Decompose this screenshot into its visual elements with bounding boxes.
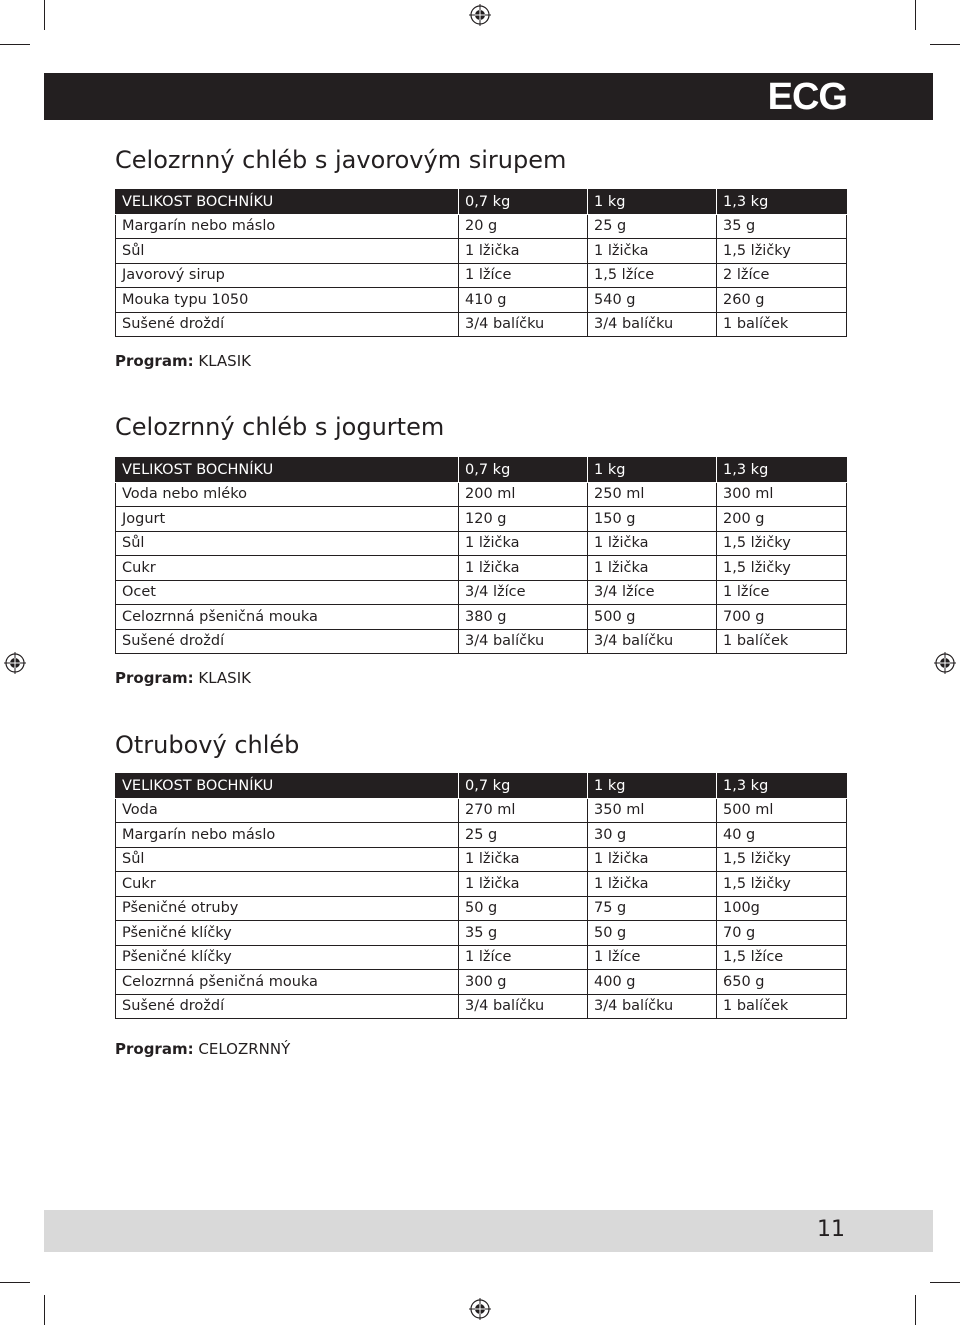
ingredient-cell: Sůl [116, 239, 459, 264]
table-row [116, 629, 847, 654]
amount-cell: 75 g [588, 896, 717, 921]
amount-cell: 1 lžička [459, 531, 588, 556]
amount-cell: 40 g [717, 823, 847, 848]
amount-cell: 1,5 lžičky [717, 556, 847, 581]
amount-cell: 400 g [588, 970, 717, 995]
ingredient-cell: Celozrnná pšeničná mouka [116, 970, 459, 995]
amount-cell: 120 g [459, 507, 588, 532]
amount-cell: 380 g [459, 605, 588, 630]
amount-cell: 1 balíček [717, 629, 847, 654]
header-bar [44, 73, 933, 120]
header-cell: 1 kg [588, 190, 717, 215]
amount-cell: 250 ml [588, 482, 717, 507]
amount-cell: 35 g [717, 214, 847, 239]
ingredient-cell: Sůl [116, 531, 459, 556]
amount-cell: 1 balíček [717, 994, 847, 1019]
crop-mark [44, 1295, 45, 1325]
registration-mark-icon [469, 1298, 491, 1320]
amount-cell: 3/4 balíčku [588, 629, 717, 654]
ingredient-cell: Cukr [116, 872, 459, 897]
section-title: Otrubový chléb [115, 731, 300, 759]
ingredient-cell: Ocet [116, 580, 459, 605]
table-row [116, 507, 847, 532]
table-row [116, 605, 847, 630]
amount-cell: 1 lžička [459, 847, 588, 872]
amount-cell: 3/4 lžíce [459, 580, 588, 605]
amount-cell: 200 g [717, 507, 847, 532]
table-header-row [116, 458, 847, 483]
ingredient-cell: Margarín nebo máslo [116, 823, 459, 848]
header-cell: 1,3 kg [717, 190, 847, 215]
program-line [115, 669, 251, 687]
ingredient-cell: Celozrnná pšeničná mouka [116, 605, 459, 630]
ingredient-cell: Pšeničné otruby [116, 896, 459, 921]
ingredient-cell: Voda nebo mléko [116, 482, 459, 507]
header-cell: 0,7 kg [459, 774, 588, 799]
program-line [115, 352, 251, 370]
header-cell: VELIKOST BOCHNÍKU [116, 190, 459, 215]
amount-cell: 1 lžíce [588, 945, 717, 970]
amount-cell: 2 lžíce [717, 263, 847, 288]
amount-cell: 1 lžička [588, 847, 717, 872]
amount-cell: 70 g [717, 921, 847, 946]
amount-cell: 1 lžička [588, 531, 717, 556]
amount-cell: 50 g [459, 896, 588, 921]
section-title: Celozrnný chléb s javorovým sirupem [115, 146, 567, 174]
page-number: 11 [817, 1217, 845, 1242]
program-value: CELOZRNNÝ [198, 1040, 291, 1058]
amount-cell: 1 lžička [588, 239, 717, 264]
table-row [116, 945, 847, 970]
amount-cell: 270 ml [459, 798, 588, 823]
amount-cell: 500 g [588, 605, 717, 630]
table-row [116, 823, 847, 848]
amount-cell: 100g [717, 896, 847, 921]
crop-mark [930, 1282, 960, 1283]
amount-cell: 3/4 balíčku [459, 994, 588, 1019]
header-cell: 1,3 kg [717, 774, 847, 799]
amount-cell: 1,5 lžíce [588, 263, 717, 288]
program-label: Program: [115, 352, 194, 370]
amount-cell: 25 g [588, 214, 717, 239]
ingredient-cell: Cukr [116, 556, 459, 581]
amount-cell: 25 g [459, 823, 588, 848]
amount-cell: 1 lžička [459, 872, 588, 897]
recipe-table [115, 773, 847, 1019]
program-value: KLASIK [198, 669, 251, 687]
header-cell: 1,3 kg [717, 458, 847, 483]
amount-cell: 410 g [459, 288, 588, 313]
table-header-row [116, 190, 847, 215]
amount-cell: 540 g [588, 288, 717, 313]
amount-cell: 650 g [717, 970, 847, 995]
amount-cell: 3/4 balíčku [588, 312, 717, 337]
registration-mark-icon [934, 652, 956, 674]
ingredient-cell: Sušené droždí [116, 629, 459, 654]
amount-cell: 1 lžička [588, 556, 717, 581]
table-row [116, 994, 847, 1019]
amount-cell: 300 ml [717, 482, 847, 507]
header-cell: VELIKOST BOCHNÍKU [116, 774, 459, 799]
header-cell: 0,7 kg [459, 190, 588, 215]
amount-cell: 500 ml [717, 798, 847, 823]
table-row [116, 312, 847, 337]
amount-cell: 700 g [717, 605, 847, 630]
table-row [116, 921, 847, 946]
ingredient-cell: Mouka typu 1050 [116, 288, 459, 313]
program-label: Program: [115, 1040, 194, 1058]
crop-mark [0, 1282, 30, 1283]
table-row [116, 288, 847, 313]
amount-cell: 1 lžička [459, 239, 588, 264]
amount-cell: 3/4 balíčku [459, 629, 588, 654]
program-value: KLASIK [198, 352, 251, 370]
ingredient-cell: Jogurt [116, 507, 459, 532]
table-row [116, 847, 847, 872]
amount-cell: 150 g [588, 507, 717, 532]
table-row [116, 798, 847, 823]
header-cell: 0,7 kg [459, 458, 588, 483]
amount-cell: 1 balíček [717, 312, 847, 337]
amount-cell: 300 g [459, 970, 588, 995]
crop-mark [930, 44, 960, 45]
crop-mark [44, 0, 45, 30]
amount-cell: 1,5 lžičky [717, 872, 847, 897]
amount-cell: 350 ml [588, 798, 717, 823]
amount-cell: 1,5 lžičky [717, 847, 847, 872]
amount-cell: 1 lžíce [459, 945, 588, 970]
table-row [116, 239, 847, 264]
amount-cell: 1,5 lžíce [717, 945, 847, 970]
amount-cell: 3/4 lžíce [588, 580, 717, 605]
table-row [116, 580, 847, 605]
table-row [116, 970, 847, 995]
amount-cell: 1 lžíce [717, 580, 847, 605]
amount-cell: 1,5 lžičky [717, 239, 847, 264]
table-row [116, 556, 847, 581]
header-cell: 1 kg [588, 774, 717, 799]
amount-cell: 20 g [459, 214, 588, 239]
ingredient-cell: Voda [116, 798, 459, 823]
amount-cell: 30 g [588, 823, 717, 848]
ingredient-cell: Javorový sirup [116, 263, 459, 288]
amount-cell: 1 lžíce [459, 263, 588, 288]
section-title: Celozrnný chléb s jogurtem [115, 413, 445, 441]
amount-cell: 1 lžička [459, 556, 588, 581]
program-line [115, 1040, 290, 1058]
registration-mark-icon [469, 4, 491, 26]
table-row [116, 263, 847, 288]
recipe-table [115, 189, 847, 337]
amount-cell: 3/4 balíčku [459, 312, 588, 337]
ingredient-cell: Pšeničné klíčky [116, 921, 459, 946]
table-row [116, 872, 847, 897]
amount-cell: 50 g [588, 921, 717, 946]
amount-cell: 3/4 balíčku [588, 994, 717, 1019]
amount-cell: 1,5 lžičky [717, 531, 847, 556]
amount-cell: 200 ml [459, 482, 588, 507]
amount-cell: 35 g [459, 921, 588, 946]
ingredient-cell: Margarín nebo máslo [116, 214, 459, 239]
header-cell: VELIKOST BOCHNÍKU [116, 458, 459, 483]
program-label: Program: [115, 669, 194, 687]
brand-logo: ECG [767, 76, 847, 118]
crop-mark [0, 44, 30, 45]
table-row [116, 896, 847, 921]
table-row [116, 482, 847, 507]
table-row [116, 214, 847, 239]
header-cell: 1 kg [588, 458, 717, 483]
ingredient-cell: Sůl [116, 847, 459, 872]
table-row [116, 531, 847, 556]
amount-cell: 260 g [717, 288, 847, 313]
ingredient-cell: Sušené droždí [116, 312, 459, 337]
crop-mark [915, 1295, 916, 1325]
footer-bar [44, 1210, 933, 1252]
table-header-row [116, 774, 847, 799]
crop-mark [915, 0, 916, 30]
ingredient-cell: Sušené droždí [116, 994, 459, 1019]
registration-mark-icon [4, 652, 26, 674]
amount-cell: 1 lžička [588, 872, 717, 897]
ingredient-cell: Pšeničné klíčky [116, 945, 459, 970]
recipe-table [115, 457, 847, 654]
